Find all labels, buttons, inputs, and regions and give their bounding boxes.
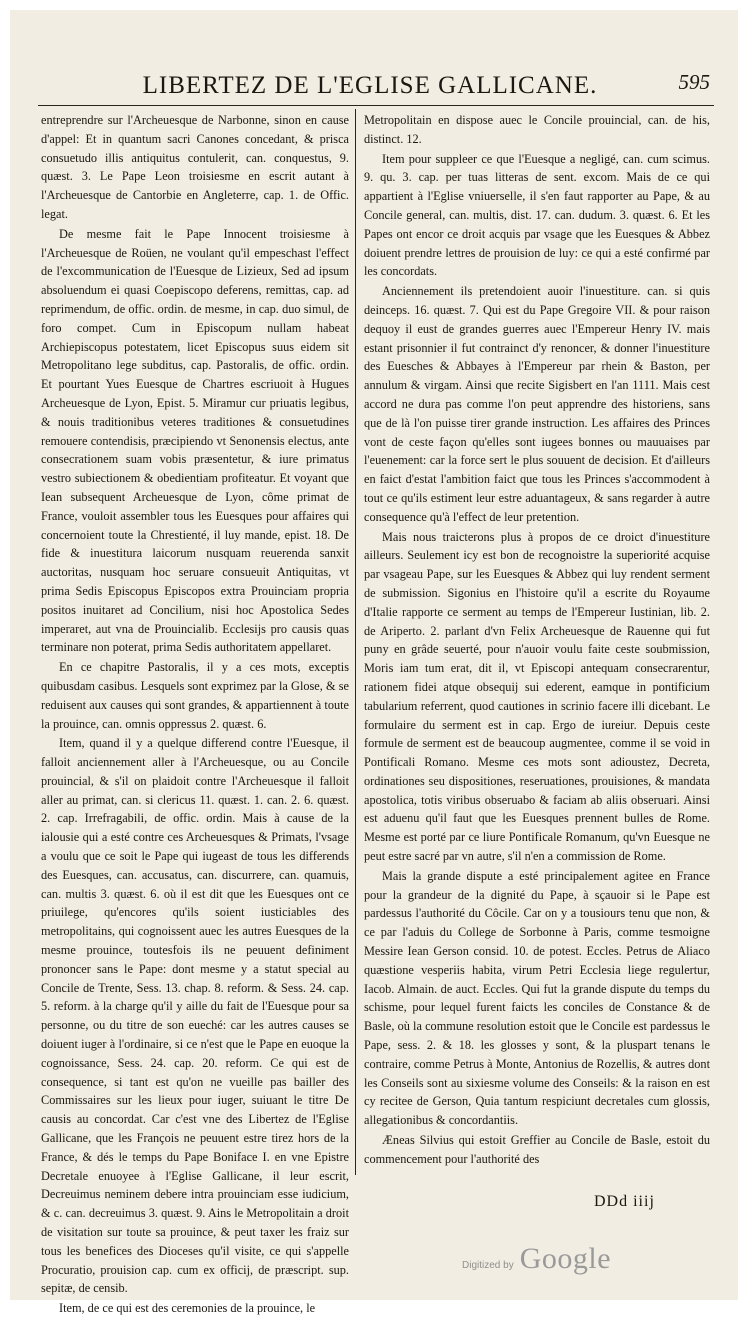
- paragraph: entreprendre sur l'Archeuesque de Narbonne, sinon en cause d'appel: Et in quantum sacri Canones concedant, & prisca consuetudo illis antiquitus contulerit, can. conquestus, 9. quæst. 3. Le Pape Leon troisiesme en escrit autant à l'Archeuesque de Cantorbie en Angleterre, cap. 1. de Offic. legat.: [41, 113, 349, 221]
- watermark-prefix: Digitized by: [462, 1260, 514, 1271]
- digitized-watermark: [462, 1242, 611, 1276]
- paragraph: Item pour suppleer ce que l'Euesque a negligé, can. cum scimus. 9. qu. 3. cap. per tuas litteras de sent. excom. Mais de ce qui appartient à l'Eglise vniuerselle, il s'en faut rapporter au Pape, & au Concile general, can. multis, dist. 17. can. dudum. 3. quæst. 6. Et les Papes ont encor ce droit acquis par vsage que les Euesques & Abbez doiuent prendre lettres de prouision de luy: ce qui a esté confirmé par les concordats.: [364, 151, 710, 279]
- paragraph: Item, de ce qui est des ceremonies de la prouince, le: [59, 1301, 316, 1316]
- right-column: [364, 111, 710, 1170]
- paragraph: De mesme fait le Pape Innocent troisiesme à l'Archeuesque de Roüen, ne voulant qu'il empeschast l'effect de l'excommunication de l'Euesque de Lizieux, Sed ad ipsum absoluendum ei quasi Coepiscopo deferens, remittas, cap. ad reprimendum, de offic. ordin. de mesme, in cap. duo simul, de foro compet. Cum in Episcopum nullam habeat Archiepiscopus potestatem, licet Episcopus suus eidem sit Metropolitano lege subditus, cap. Pastoralis, de offic. ordin. Et pourtant Yues Euesque de Chartres escriuoit à Hugues Archeuesque de Lyon, Epist. 5. Miramur cur priuatis legibus, & nouis traditionibus veteres traditiones & consuetudines remouere contendisis, præcipiendo vt Senonensis electus, ante consecrationem suam vobis præsentetur, & iure primatus vestro subiectionem & obedientiam profiteatur. Et voyant que Iean subsequent Archeuesque de Lyon, côme primat de France, vouloit assembler tous les Euesques pour affaires qui concernoient toute la Chrestienté, il luy mande, epist. 18. De fide & inuestitura laicorum nusquam reuerenda sanxit auctoritas, nusquam hoc seruare consueuit Antiquitas, vt prima Sedis Episcopus Episcopos extra Prouinciam propria positos inuitaret ad Concilium, nisi hoc Apostolica Sedes imperaret, aut vna de Prouincialib. Ecclesijs pro causis quas terminare non poterat, prima Sedis authoritatem appellaret.: [41, 226, 349, 655]
- paragraph: Anciennement ils pretendoient auoir l'inuestiture. can. si quis deinceps. 16. quæst. 7. Qui est du Pape Gregoire VII. & pour raison dequoy il eust de grandes guerres auec l'Empereur Henry IV. mais estant prisonnier il fut contrainct d'y renoncer, & donner l'inuestiture des Euesches & Abbayes à l'Empereur par rhein & Baston, per annulum & virgam. Ainsi que recite Sigisbert en l'an 1111. Mais cest accord ne dura pas comme l'on peut apprendre des historiens, sans que de là l'on puisse tirer grande instruction. Les affaires des Princes vont de ceste façon qu'elles sont iugees bonnes ou mauuaises par l'euenement: car la force sert le plus souuent de decision. Et d'ailleurs en faict d'estat l'ambition faict que tous les Princes s'accommodent à tout ce qu'ils estiment leur estre aduantageux, & sans regarder à autre consequence qu'à l'effect de leur pretention.: [364, 284, 710, 524]
- left-column: [41, 111, 349, 1319]
- paragraph: Mais nous traicterons plus à propos de ce droict d'inuestiture ailleurs. Seulement icy est bon de recognoistre la superiorité acquise par vsageau Pape, sur les Euesques & Abbez qui luy rendent serment de submission. Sigonius en l'histoire qu'il a escrite du Royaume d'Italie rapporte ce serment au temps de l'Empereur Iustinian, lib. 2. de Ariperto. 2. parlant d'vn Felix Archeuesque de Rauenne qui fut puny en grâde seuerté, pour n'auoir voulu faite ceste soubmission, Moris iam tum erat, dit il, vt Episcopi antequam consecrarentur, rationem fidei atque obsequij sui ederent, eamque in pontificium tabularium referrent, quod cautiones in scrinio facere illi dicebant. Le formulaire du serment est in cap. Ergo de iureiur. Depuis ceste formule de serment est de beaucoup augmentee, comme il se void in Pontificali Romano. Mesme ces mots sont adioustez, Decreta, ordinationes seu dispositiones, reseruationes, prouisiones, & mandata apostolica, totis viribus obseruabo & faciam ab aliis obseruari. Ainsi est aduenu qu'il faut que les Euesques prennent bulles de Rome. Mesme est porté par ce liure Pontificale Romanum, qu'vn Euesque ne peut estre sacré par vn autre, s'il n'en a commission de Rome.: [364, 529, 710, 864]
- google-logo-icon: Google: [519, 1242, 612, 1275]
- running-head: [38, 70, 718, 106]
- column-divider: [355, 109, 356, 1175]
- header-rule: [38, 105, 714, 106]
- running-title: LIBERTEZ DE L'EGLISE GALLICANE.: [142, 72, 598, 99]
- paragraph: Mais la grande dispute a esté principalement agitee en France pour la grandeur de la dignité du Pape, à sçauoir si le Pape est pardessus l'authorité du Côcile. Car on y a tousiours tenu que non, & ce par l'aduis du College de Sorbonne à Paris, comme tesmoigne Messire Iean Gerson consid. 10. de potest. Eccles. Petrus de Aliaco quæstione vesperiis habita, virum Petri Ecclesia liege regulertur, Iacob. Almain. de auct. Eccles. Qui fut la grande dispute du temps du schisme, pour lequel furent faicts les conciles de Constance & de Basle, où la commune resolution estoit que le Concile est pardessus le Pape, sess. 2. & 18. les glosses y sont, & la pluspart tenans le contraire, comme Petrus à Monte, Antonius de Rozellis, & autres dont les Conseils sont au sixiesme volume des Conseils: & la raison en est cy recitee de Gerson, Quia tantum respiciunt decretales cum glossis, allegationibus & concordantiis.: [364, 868, 710, 1128]
- book-page: [10, 10, 738, 1316]
- paragraph: Æneas Silvius qui estoit Greffier au Concile de Basle, estoit du commencement pour l'authorité des: [364, 1133, 710, 1166]
- paragraph: En ce chapitre Pastoralis, il y a ces mots, exceptis quibusdam casibus. Lesquels sont exprimez par la Glose, & se reduisent aux causes qui sont grandes, & appartiennent à toute la prouince, can. omnis oppressus 2. quæst. 6.: [41, 660, 349, 731]
- page-number: 595: [678, 70, 710, 94]
- signature-mark: DDd iiij: [594, 1193, 655, 1210]
- paragraph: Item, quand il y a quelque differend contre l'Euesque, il falloit anciennement aller à l'Archeuesque, ou au Concile prouincial, & s'il on plaidoit contre l'Archeuesque il falloit aller au primat, can. si clericus 11. quæst. 1. can. 2. 6. quæst. 2. cap. Irrefragabili, de offic. ordin. Mais à cause de la ialousie qui a esté contre ces Archeuesques & Primats, l'vsage a voulu que ce soit le Pape qui iugeast de tous les differends des Euesques, can. accusatus, can. discurrere, can. quamuis, can. multis 3. quæst. 6. où il est dit que les Euesques ont ce priuilege, qu'encores qu'ils soient iusticiables des metropolitains, qui cognoissent auec les autres Euesques de la mesme prouince, toutesfois ils ne peuuent definiment prononcer sans le Pape: dont mesme y a statut special au Concile de Trente, Sess. 13. chap. 8. reform. & Sess. 24. cap. 5. reform. à la charge qu'il y aille du fait de l'Euesque pour sa personne, ou du titre de son eueché: car les autres causes se doiuent iuger à l'ordinaire, si ce n'est que le Pape en euoque la cognoissance, Sess. 24. cap. 20. reform. Ce qui est de consequence, si tant est qu'on ne vueille pas bailler des Commissaires sur les lieux pour iuger, suiuant le titre De causis au concordat. Car c'est vne des Libertez de l'Eglise Gallicane, que les François ne peuuent estre tirez hors de la France, & dés le temps du Pape Boniface I. en vne Epistre Decretale enuoyee à l'Eglise Gallicane, il leur escrit, Decreuimus neminem debere intra prouinciam esse iudicium, & c. can. decreuimus 3. quæst. 9. Ains le Metropolitain a droit de visitation sur toute sa prouince, & peut taxer les fraiz sur tous les benefices des Dioceses qu'il visite, ce qui s'appelle Procuratio, prouision cap. cum ex officij, de præscript. sup. sepitæ, de censib.: [41, 736, 349, 1296]
- paragraph: Metropolitain en dispose auec le Concile prouincial, can. de his, distinct. 12.: [364, 113, 710, 146]
